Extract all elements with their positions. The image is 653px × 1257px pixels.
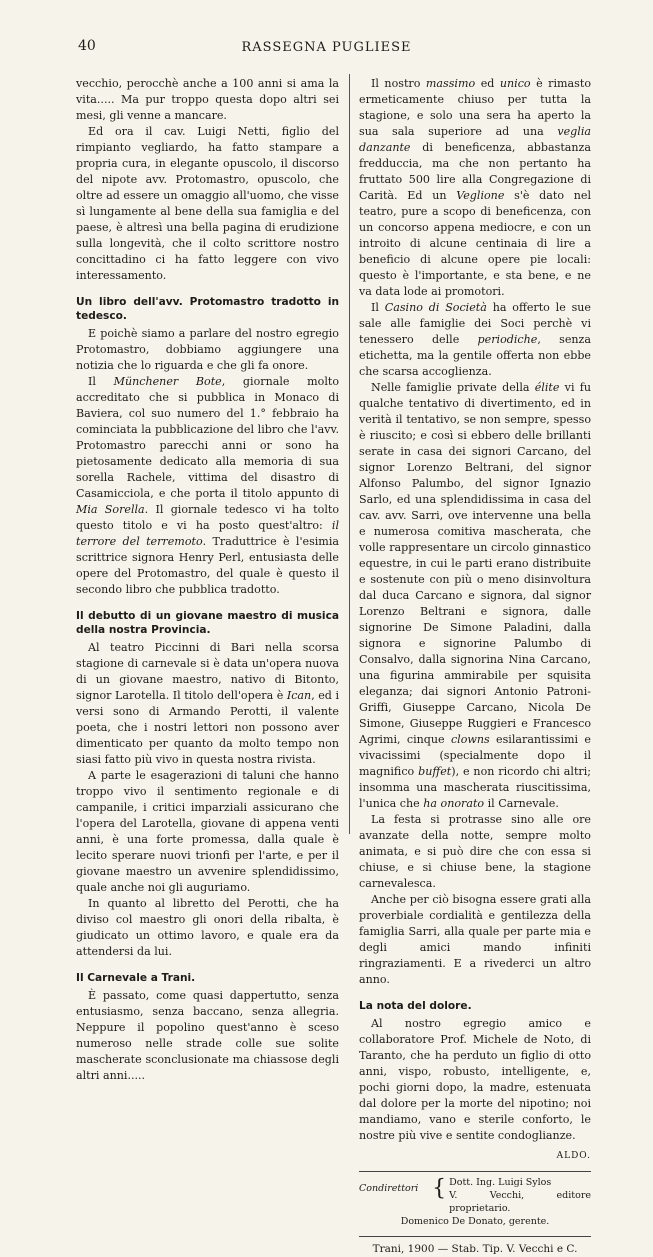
paragraph: vecchio, perocchè anche a 100 anni si ama la vita..... Ma pur troppo questa dopo altri sei mesi, gli venne a mancare.: [76, 77, 339, 122]
paragraph: Il Casino di Società ha offerto le sue sale alle famiglie dei Soci perchè vi tenessero delle periodiche, senza etichetta, ma la gentile offerta non ebbe che scarsa accoglienza.: [359, 301, 591, 378]
right-column: [359, 76, 591, 1257]
paragraph: A parte le esagerazioni di taluni che hanno troppo vivo il sentimento regionale e di campanile, i critici imparziali assicurano che l'opera del Larotella, giovane di appena venti anni, è una forte promessa, dalla quale è lecito sperare nuovi trionfi per l'arte, e per il giovane maestro un avvenire splendidissimo, quale anche noi gli auguriamo.: [76, 769, 339, 894]
paragraph: È passato, come quasi dappertutto, senza entusiasmo, senza baccano, senza allegria. Neppure il popolino quest'anno è sceso numeroso nelle strade colle sue solite mascherate sconclusionate ma chiassose degli altri anni.....: [76, 989, 339, 1082]
footer-rule: [359, 1236, 591, 1237]
paragraph: Il Münchener Bote, giornale molto accreditato che si pubblica in Monaco di Baviera, col suo numero del 1.° febbraio ha cominciata la pubblicazione del libro che l'avv. Protomastro parecchi anni or sono ha pietosamente dedicato alla memoria di sua sorella Rachele, vittima del disastro di Casamicciola, e che porta il titolo appunto di Mia Sorella. Il giornale tedesco vi ha tolto questo titolo e vi ha posto quest'altro: il terrore del terremoto. Traduttrice è l'esimia scrittrice signora Henry Perl, entusiasta delle opere del Protomastro, del quale è questo il secondo libro che pubblica tradotto.: [76, 375, 340, 596]
left-column: [76, 76, 339, 1084]
footer-rule: [359, 1171, 591, 1172]
journal-title: RASSEGNA PUGLIESE: [241, 40, 412, 55]
printer-line: Trani, 1900 — Stab. Tip. V. Vecchi e C.: [372, 1243, 578, 1255]
paragraph: La festa si protrasse sino alle ore avanzate della notte, sempre molto animata, e si può dire che con essa si chiuse, e si chiuse bene, la stagione carnevalesca.: [359, 813, 591, 890]
column-divider: [349, 74, 350, 834]
condirettori-block: [359, 1176, 591, 1215]
paragraph: Ed ora il cav. Luigi Netti, figlio del rimpianto vegliardo, ha fatto stampare a propria cura, in elegante opuscolo, il discorso del nipote avv. Protomastro, opuscolo, che oltre ad essere un omaggio all'uomo, che visse sì lungamente al bene della sua famiglia e del paese, è altresì una bella pagina di erudizione sulla longevità, che il colto scrittore nostro concittadino ci ha fatto leggere con vivo interessamento.: [76, 125, 339, 282]
page-number: 40: [78, 38, 96, 54]
section-heading: La nota del dolore.: [359, 1000, 472, 1012]
section-heading: Il Carnevale a Trani.: [76, 972, 196, 984]
director-name: Dott. Ing. Luigi Sylos: [449, 1177, 552, 1188]
section-heading: Il debutto di un giovane maestro di musica della nostra Provincia.: [76, 610, 339, 636]
author-signature: ALDO.: [556, 1151, 591, 1161]
paragraph: Al teatro Piccinni di Bari nella scorsa stagione di carnevale si è data un'opera nuova di un giovane maestro, nativo di Bitonto, signor Larotella. Il titolo dell'opera è Ican, ed i versi sono di Armando Perotti, il valente poeta, che i nostri lettori non possono aver dimenticato per quanto da molto tempo non siasi fatto più vivo in questa nostra rivista.: [76, 641, 339, 766]
paragraph: Anche per ciò bisogna essere grati alla proverbiale cordialità e gentilezza della famiglia Sarri, alla quale per parte mia e degli amici mando infiniti ringraziamenti. E a rivederci un altro anno.: [359, 893, 591, 986]
brace-glyph: {: [432, 1176, 447, 1201]
manager-line: Domenico De Donato, gerente.: [400, 1216, 550, 1227]
paragraph: In quanto al libretto del Perotti, che ha diviso col maestro gli onori della ribalta, è giudicato un ottimo lavoro, e quale era da attendersi da lui.: [76, 897, 339, 958]
paragraph: Nelle famiglie private della élite vi fu qualche tentativo di divertimento, ed in verità il tentativo, se non sempre, spesso è riuscito; e così si ebbero delle brillanti serate in casa dei signori Carcano, del signor Lorenzo Beltrani, del signor Alfonso Palumbo, del signor Ignazio Sarlo, ed una splendidissima in casa del cav. avv. Sarri, ove intervenne una bella e numerosa comitiva mascherata, che volle rappresentare un circolo ginnastico equestre, in cui le parti erano distribuite e sostenute con più o meno disinvoltura dal duca Carcano e signora, dal signor Lorenzo Beltrani e signora, dalle signorine De Simone Paladini, dalla signora e signorine Palumbo di Consalvo, dalla signorina Nina Carcano, una figurina ammirabile per squisita eleganza; dai signori Antonio Patroni-Griffi, Giuseppe Carcano, Nicola De Simone, Giuseppe Ruggieri e Francesco Agrimi, cinque clowns esilarantissimi e vivacissimi (specialmente dopo il magnifico buffet), e non ricordo chi altri; insomma una mascherata riuscitissima, l'unica che ha onorato il Carnevale.: [359, 381, 591, 810]
paragraph: Il nostro massimo ed unico è rimasto ermeticamente chiuso per tutta la stagione, e solo una sera ha aperto la sua sala superiore ad una veglia danzante di beneficenza, abbastanza fredduccia, ma che non pertanto ha fruttato 500 lire alla Congregazione di Carità. Ed un Veglione s'è dato nel teatro, pure a scopo di beneficenza, con un concorso appena mediocre, e con un introito di alcune centinaia di lire a beneficio di alcune opere pie locali: questo è l'importante, e sta bene, e ne va data lode ai promotori.: [359, 77, 591, 298]
director-name: V. Vecchi, editore proprietario.: [449, 1190, 591, 1214]
paragraph: Al nostro egregio amico e collaboratore Prof. Michele de Noto, di Taranto, che ha perduto un figlio di otto anni, vispo, robusto, intelligente, e, pochi giorni dopo, la madre, estenuata dal dolore per la morte del nipotino; noi mandiamo, vano e sterile conforto, le nostre più vive e sentite condoglianze.: [359, 1017, 591, 1142]
paragraph: E poichè siamo a parlare del nostro egregio Protomastro, dobbiamo aggiungere una notizia che lo riguarda e che gli fa onore.: [76, 327, 339, 372]
condirettori-label: Condirettori: [359, 1183, 419, 1194]
section-heading: Un libro dell'avv. Protomastro tradotto in tedesco.: [76, 296, 339, 322]
